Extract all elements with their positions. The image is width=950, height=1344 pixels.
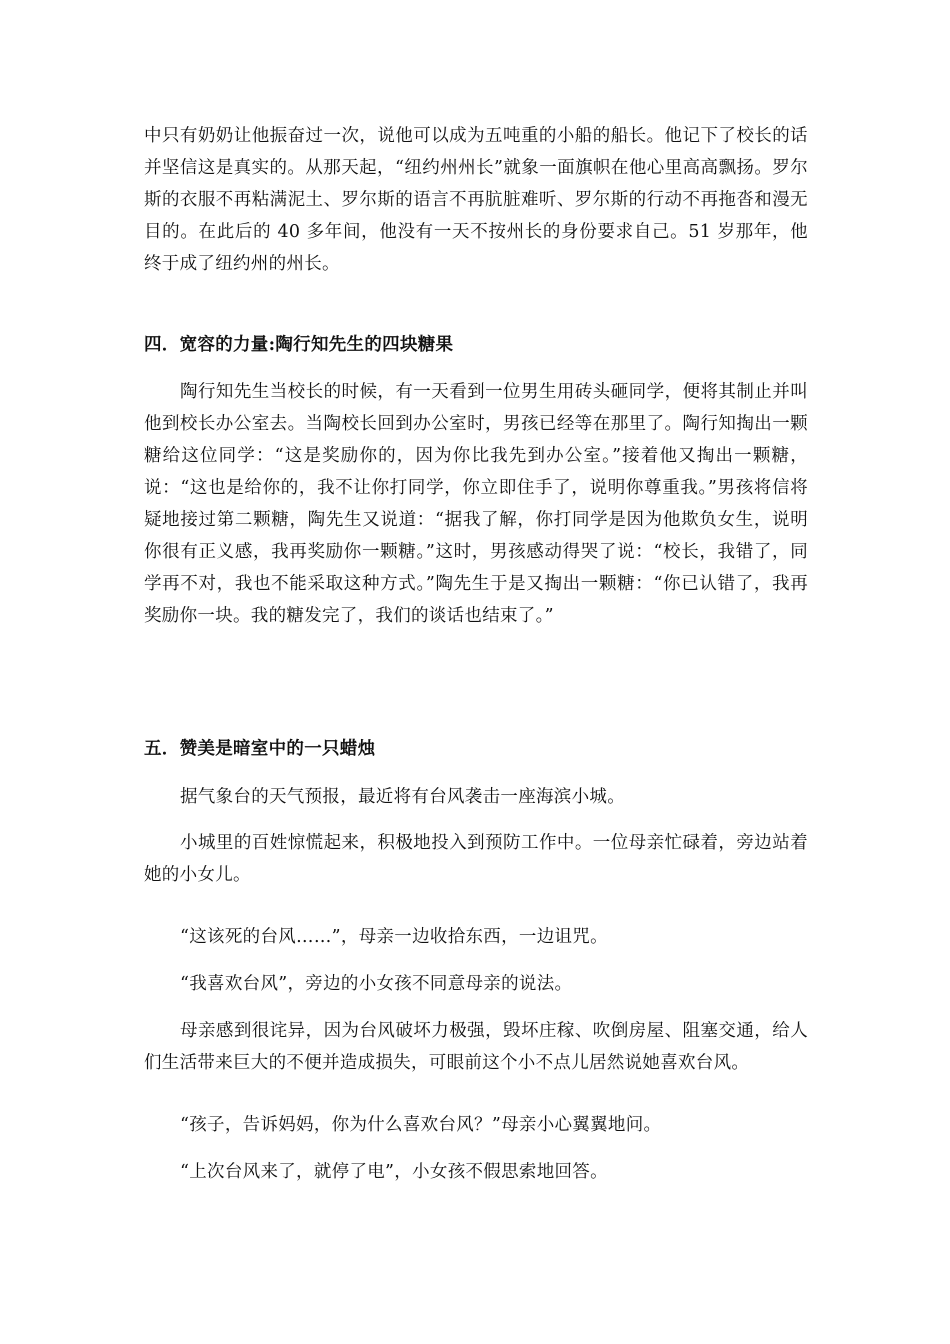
paragraph-rolls-governor: 中只有奶奶让他振奋过一次，说他可以成为五吨重的小船的船长。他记下了校长的话并坚信这是真实的。从那天起，“纽约州州长”就象一面旗帜在他心里高高飘扬。罗尔斯的衣服不再粘满泥土、罗尔斯的语言不再肮脏难听、罗尔斯的行动不再拖沓和漫无目的。在此后的 40 多年间，他没有一天不按州长的身份要求自己。51 岁那年，他终于成了纽约州的州长。 xyxy=(144,126,808,274)
paragraph-townspeople-prepare: 小城里的百姓惊慌起来，积极地投入到预防工作中。一位母亲忙碌着，旁边站着她的小女儿。 xyxy=(144,833,808,885)
paragraph-girl-answers: “上次台风来了，就停了电”，小女孩不假思索地回答。 xyxy=(180,1162,608,1182)
paragraph-typhoon-forecast: 据气象台的天气预报，最近将有台风袭击一座海滨小城。 xyxy=(180,787,625,807)
paragraph-mother-asks: “孩子，告诉妈妈，你为什么喜欢台风？”母亲小心翼翼地问。 xyxy=(180,1115,662,1135)
paragraph-mother-surprised: 母亲感到很诧异，因为台风破坏力极强，毁坏庄稼、吹倒房屋、阻塞交通，给人们生活带来巨大的不便并造成损失，可眼前这个小不点儿居然说她喜欢台风。 xyxy=(144,1021,808,1073)
section-heading-four: 四．宽容的力量:陶行知先生的四块糖果 xyxy=(144,335,454,355)
paragraph-tao-xingzhi-candies: 陶行知先生当校长的时候，有一天看到一位男生用砖头砸同学，便将其制止并叫他到校长办公室去。当陶校长回到办公室时，男孩已经等在那里了。陶行知掏出一颗糖给这位同学：“这是奖励你的，因为你比我先到办公室。”接着他又掏出一颗糖，说：“这也是给你的，我不让你打同学，你立即住手了，说明你尊重我。”男孩将信将疑地接过第二颗糖，陶先生又说道：“据我了解，你打同学是因为他欺负女生，说明你很有正义感，我再奖励你一颗糖。”这时，男孩感动得哭了说：“校长，我错了，同学再不对，我也不能采取这种方式。”陶先生于是又掏出一颗糖：“你已认错了，我再奖励你一块。我的糖发完了，我们的谈话也结束了。” xyxy=(144,382,808,626)
section-heading-five: 五．赞美是暗室中的一只蜡烛 xyxy=(144,739,376,759)
paragraph-girl-likes-typhoon: “我喜欢台风”，旁边的小女孩不同意母亲的说法。 xyxy=(180,974,573,994)
paragraph-mother-curses: “这该死的台风……”，母亲一边收拾东西，一边诅咒。 xyxy=(180,927,608,947)
